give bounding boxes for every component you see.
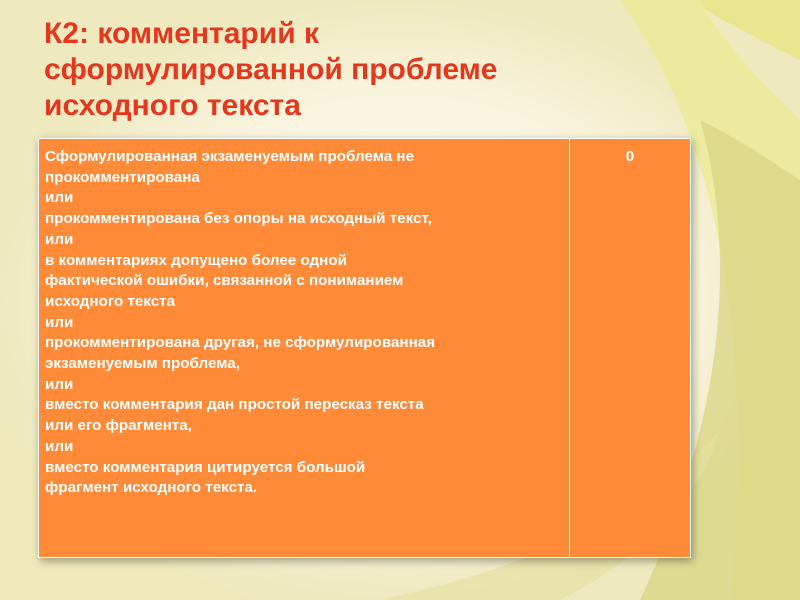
title-line-1: К2: комментарий к xyxy=(44,17,319,50)
slide-title xyxy=(44,16,604,124)
description-line: вместо комментария дан простой пересказ текста xyxy=(45,396,424,414)
criteria-table xyxy=(38,138,691,558)
description-line: или его фрагмента, xyxy=(45,417,192,435)
description-line: прокомментирована другая, не сформулированная xyxy=(45,334,436,352)
description-line: прокомментирована без опоры на исходный текст, xyxy=(45,210,432,228)
description-line: или xyxy=(45,437,74,455)
title-line-2: сформулированной проблеме xyxy=(44,53,498,86)
description-line: исходного текста xyxy=(45,292,176,310)
description-line: или xyxy=(45,313,74,331)
description-line: экзаменуемым проблема, xyxy=(45,355,240,373)
table-row xyxy=(39,139,691,558)
description-line: или xyxy=(45,375,74,393)
score-value: 0 xyxy=(625,148,635,165)
description-line: или xyxy=(45,230,74,248)
title-line-3: исходного текста xyxy=(44,89,301,122)
description-line: фактической ошибки, связанной с пониманием xyxy=(45,272,404,290)
description-line: фрагмент исходного текста. xyxy=(45,479,258,497)
description-line: вместо комментария цитируется большой xyxy=(45,458,366,476)
description-line: Сформулированная экзаменуемым проблема не xyxy=(45,148,415,165)
description-line: прокомментирована xyxy=(45,168,200,186)
score-cell xyxy=(570,139,691,558)
description-line: или xyxy=(45,189,74,207)
description-line: в комментариях допущено более одной xyxy=(45,251,347,269)
criterion-description-cell xyxy=(39,139,570,558)
